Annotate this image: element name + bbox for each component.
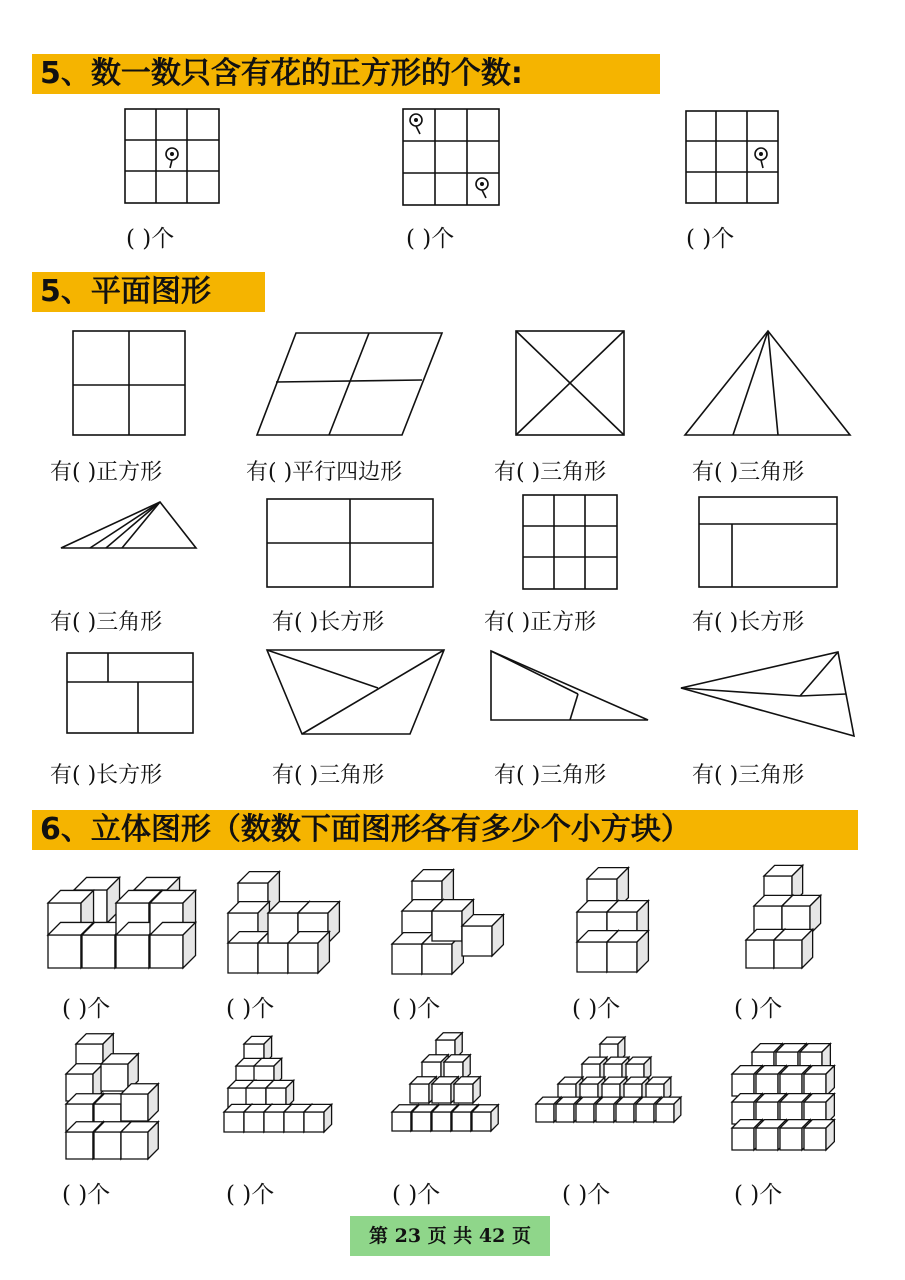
cube	[780, 1128, 802, 1150]
cube	[774, 940, 802, 968]
cube	[116, 935, 149, 968]
cube	[462, 926, 492, 956]
shape-square-quartered	[72, 330, 186, 436]
answer-cubes-3: ( )个	[392, 996, 441, 1022]
cube	[556, 1104, 574, 1122]
cube	[392, 1112, 411, 1131]
cube	[454, 1084, 473, 1103]
cube-figure-2	[224, 868, 344, 978]
flower-icon	[755, 148, 767, 168]
cube	[576, 1104, 594, 1122]
cube	[432, 1112, 451, 1131]
answer-flowers-3: ( )个	[686, 226, 735, 252]
label-shape-6: 有( )长方形	[272, 610, 385, 635]
cube-figure-9	[532, 1034, 702, 1144]
section-header-solid-figures: 6、立体图形（数数下面图形各有多少个小方块）	[32, 810, 858, 850]
cube-figure-3	[390, 866, 502, 976]
answer-cubes-4: ( )个	[572, 996, 621, 1022]
label-shape-12: 有( )三角形	[692, 763, 805, 788]
cube-figure-8	[388, 1032, 508, 1158]
cube	[66, 1132, 93, 1159]
cube	[121, 1132, 148, 1159]
cube	[412, 1112, 431, 1131]
shape-rectangle-mixed	[66, 652, 194, 734]
cube	[536, 1104, 554, 1122]
answer-flowers-2: ( )个	[406, 226, 455, 252]
answer-cubes-10: ( )个	[734, 1182, 783, 1208]
cube	[82, 935, 115, 968]
cube	[101, 1064, 128, 1091]
answer-cubes-5: ( )个	[734, 996, 783, 1022]
label-shape-8: 有( )长方形	[692, 610, 805, 635]
shape-triangle-fan	[684, 330, 852, 436]
label-shape-3: 有( )三角形	[494, 460, 607, 485]
cube-figure-1	[44, 868, 189, 973]
shape-trapezoid	[266, 648, 446, 736]
shape-rectangle-4	[266, 498, 434, 588]
cube	[288, 943, 318, 973]
cube	[804, 1074, 826, 1096]
label-shape-7: 有( )正方形	[484, 610, 597, 635]
answer-cubes-2: ( )个	[226, 996, 275, 1022]
shape-arrow-triangle	[680, 650, 856, 738]
cube	[258, 943, 288, 973]
answer-cubes-9: ( )个	[562, 1182, 611, 1208]
cube-figure-10	[728, 1036, 852, 1154]
cube-figure-7	[222, 1036, 340, 1156]
cube	[452, 1112, 471, 1131]
shape-square-diagonals	[515, 330, 625, 436]
cube-figure-6	[64, 1034, 164, 1160]
flower-grid-2	[402, 108, 500, 206]
cube	[121, 1094, 148, 1121]
cube	[224, 1112, 244, 1132]
cube	[284, 1112, 304, 1132]
label-shape-2: 有( )平行四边形	[246, 460, 403, 485]
flower-icon	[476, 178, 488, 198]
cube-figure-4	[575, 864, 659, 976]
shape-right-triangle	[490, 650, 650, 722]
cube	[756, 1074, 778, 1096]
cube	[422, 944, 452, 974]
cube	[94, 1132, 121, 1159]
cube	[616, 1104, 634, 1122]
cube	[756, 1128, 778, 1150]
label-shape-5: 有( )三角形	[50, 610, 163, 635]
cube	[150, 935, 183, 968]
cube	[410, 1084, 429, 1103]
section-header-plane-figures: 5、平面图形	[32, 272, 265, 312]
answer-cubes-1: ( )个	[62, 996, 111, 1022]
answer-cubes-8: ( )个	[392, 1182, 441, 1208]
label-shape-1: 有( )正方形	[50, 460, 163, 485]
answer-cubes-6: ( )个	[62, 1182, 111, 1208]
cube	[432, 911, 462, 941]
flower-grid-3	[685, 110, 779, 204]
cube	[780, 1074, 802, 1096]
shape-rectangle-split	[698, 496, 838, 588]
cube	[432, 1084, 451, 1103]
cube	[577, 942, 607, 972]
answer-cubes-7: ( )个	[226, 1182, 275, 1208]
shape-grid-3x3	[522, 494, 618, 590]
cube	[746, 940, 774, 968]
cube	[228, 943, 258, 973]
shape-flat-triangle	[60, 500, 198, 550]
flower-grid-1	[124, 108, 220, 204]
answer-flowers-1: ( )个	[126, 226, 175, 252]
cube	[636, 1104, 654, 1122]
label-shape-4: 有( )三角形	[692, 460, 805, 485]
label-shape-9: 有( )长方形	[50, 763, 163, 788]
cube	[392, 944, 422, 974]
cube	[304, 1112, 324, 1132]
cube	[732, 1128, 754, 1150]
page-footer: 第 23 页 共 42 页	[350, 1216, 550, 1256]
shape-parallelogram	[256, 332, 444, 436]
cube	[596, 1104, 614, 1122]
cube	[804, 1128, 826, 1150]
cube	[48, 935, 81, 968]
cube	[264, 1112, 284, 1132]
label-shape-10: 有( )三角形	[272, 763, 385, 788]
flower-icon	[410, 114, 422, 134]
label-shape-11: 有( )三角形	[494, 763, 607, 788]
section-header-flowers: 5、数一数只含有花的正方形的个数:	[32, 54, 660, 94]
cube	[732, 1074, 754, 1096]
cube	[656, 1104, 674, 1122]
flower-icon	[166, 148, 178, 168]
cube	[472, 1112, 491, 1131]
cube-figure-5	[744, 862, 834, 976]
cube	[244, 1112, 264, 1132]
cube	[607, 942, 637, 972]
